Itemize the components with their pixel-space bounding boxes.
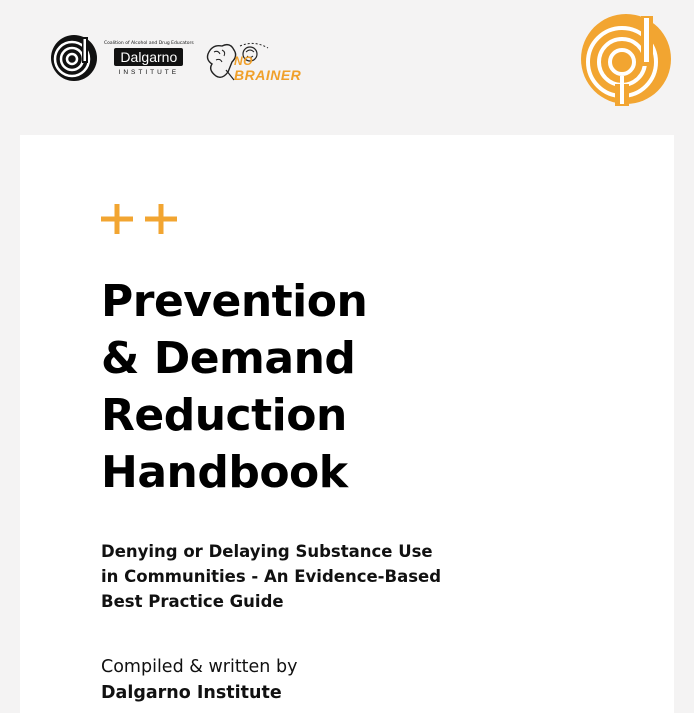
dalgarno-name: Dalgarno <box>114 48 183 66</box>
no-brainer-logo <box>204 40 308 84</box>
dalgarno-wordmark <box>104 41 194 76</box>
title-line: Reduction <box>101 390 347 441</box>
handbook-title <box>101 273 367 501</box>
dalgarno-logo <box>50 34 194 82</box>
author-name: Dalgarno Institute <box>101 683 282 703</box>
no-brainer-line2: BRAINER <box>234 67 302 83</box>
no-brainer-line1: NO <box>234 54 253 68</box>
institute-label: INSTITUTE <box>118 68 180 76</box>
header <box>0 0 694 135</box>
dalgarno-mark-icon <box>50 34 98 82</box>
title-line: & Demand <box>101 333 356 384</box>
title-line: Prevention <box>101 276 368 327</box>
subtitle-line: Best Practice Guide <box>101 592 284 611</box>
subtitle-line: Denying or Delaying Substance Use <box>101 542 433 561</box>
plus-signs-icon <box>101 204 181 234</box>
orange-emblem-icon <box>579 12 673 106</box>
compiled-label: Compiled & written by <box>101 657 298 677</box>
title-line: Handbook <box>101 447 348 498</box>
subtitle-line: in Communities - An Evidence-Based <box>101 567 442 586</box>
coalition-text: Coalition of Alcohol and Drug Educators <box>104 40 194 46</box>
handbook-subtitle <box>101 539 441 614</box>
cover-page <box>20 135 674 713</box>
no-brainer-wordmark <box>234 54 301 82</box>
